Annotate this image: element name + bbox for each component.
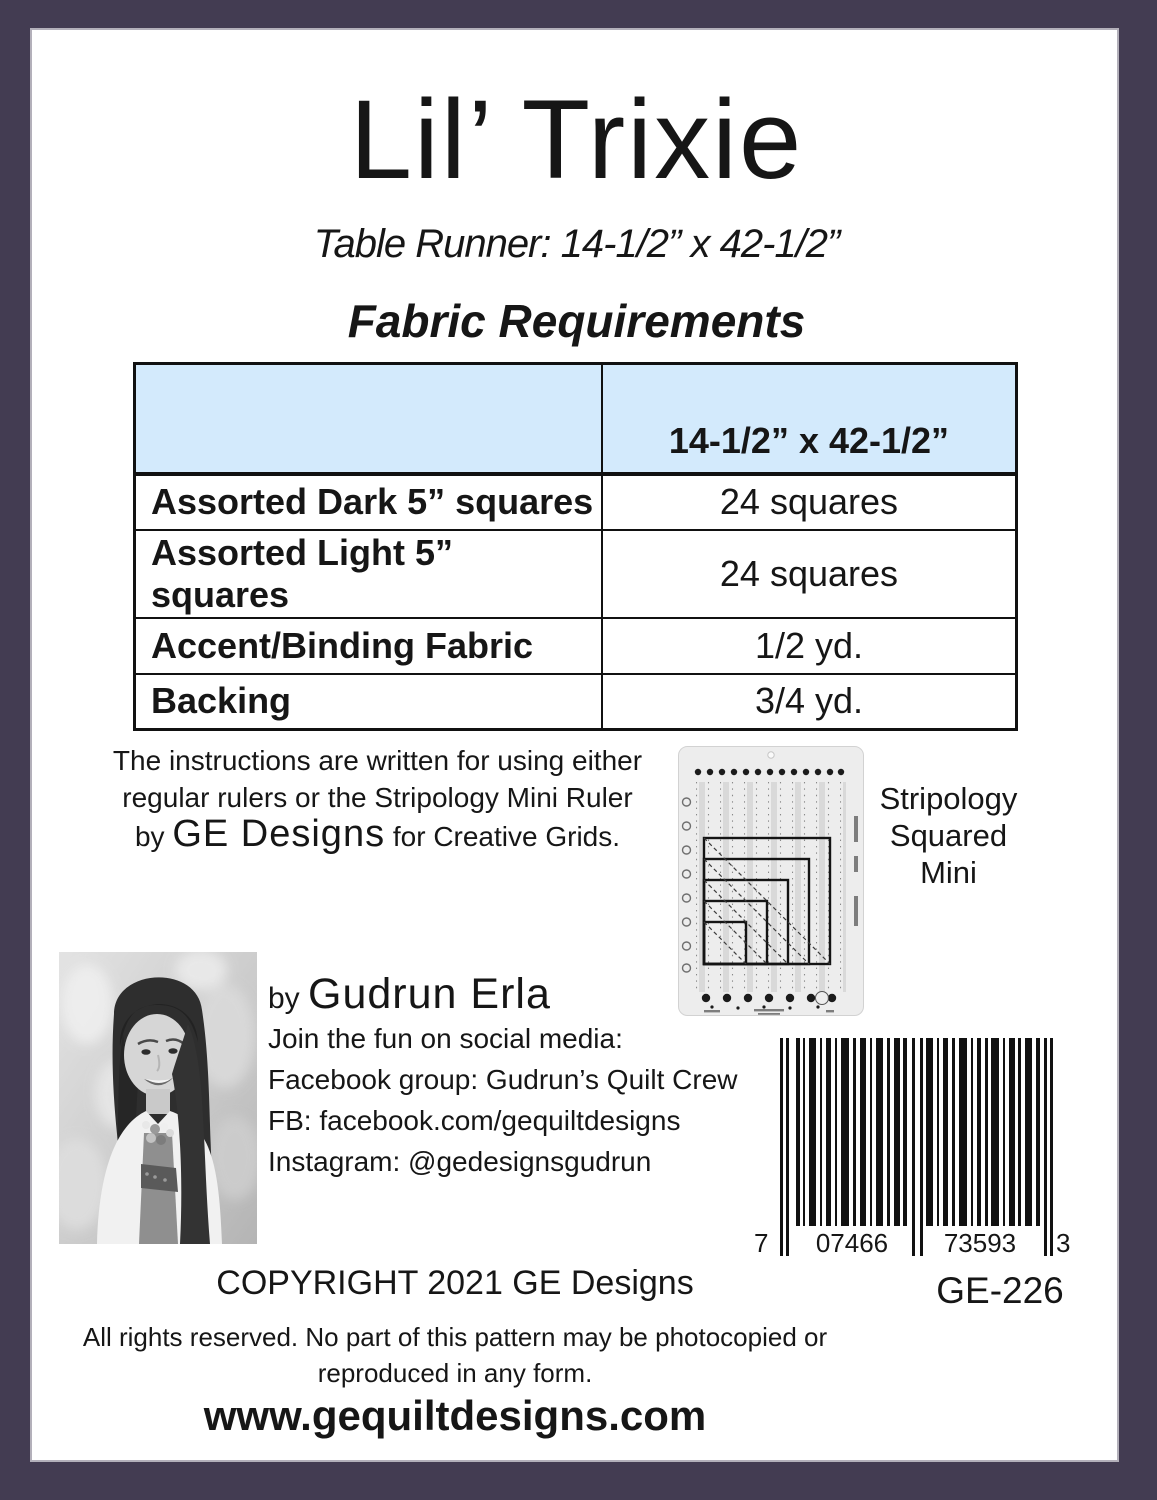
table-row <box>135 530 1017 618</box>
stripology-ruler-image <box>678 746 864 1016</box>
fabric-item-amount: 24 squares <box>602 474 1017 530</box>
fabric-item-label: Assorted Dark 5” squares <box>135 474 602 530</box>
author-by-line <box>268 970 551 1019</box>
rights-line-2: reproduced in any form. <box>317 1358 593 1388</box>
note-by: by <box>134 821 165 852</box>
table-header-row <box>135 364 1017 474</box>
fabric-item-label: Accent/Binding Fabric <box>135 618 602 674</box>
ruler-caption <box>876 780 1021 891</box>
note-line-2: regular rulers or the Stripology Mini Ruler <box>122 782 633 813</box>
fabric-item-label: Assorted Light 5” squares <box>135 530 602 618</box>
facebook-page: FB: facebook.com/gequiltdesigns <box>268 1105 681 1136</box>
fabric-item-amount: 1/2 yd. <box>602 618 1017 674</box>
fabric-item-label: Backing <box>135 674 602 730</box>
barcode-digits-left: 07466 <box>800 1228 904 1259</box>
page-subtitle: Table Runner: 14-1/2” x 42-1/2” <box>313 222 840 266</box>
table-row <box>135 474 1017 530</box>
ruler-caption-line: Squared <box>889 818 1008 853</box>
fabric-requirements-table <box>133 362 1018 731</box>
ruler-caption-line: Stripology <box>879 781 1018 816</box>
note-line-1: The instructions are written for using either <box>112 745 643 776</box>
page-title: Lil’ Trixie <box>349 77 804 202</box>
website-url: www.gequiltdesigns.com <box>203 1392 707 1439</box>
author-photo <box>59 952 257 1244</box>
size-header-cell: 14-1/2” x 42-1/2” <box>602 364 1017 474</box>
fabric-item-amount: 24 squares <box>602 530 1017 618</box>
author-portrait-graphic <box>59 952 257 1244</box>
barcode-digit-system: 7 <box>754 1228 769 1258</box>
fabric-requirements-heading: Fabric Requirements <box>347 295 806 347</box>
note-line-3-suffix: for Creative Grids. <box>392 821 621 852</box>
brand-wordmark: GE Designs <box>172 813 386 855</box>
ruler-caption-line: Mini <box>920 855 977 890</box>
table-row <box>135 618 1017 674</box>
empty-header-cell <box>135 364 602 474</box>
barcode-digits-right: 73593 <box>928 1228 1032 1259</box>
pattern-sku: GE-226 <box>936 1270 1064 1311</box>
barcode-digit-check: 3 <box>1056 1228 1071 1258</box>
social-media-block <box>268 1018 738 1182</box>
by-label: by <box>268 982 300 1015</box>
instagram-handle: Instagram: @gedesignsgudrun <box>268 1146 652 1177</box>
rights-line-1: All rights reserved. No part of this pattern may be photocopied or <box>82 1322 828 1352</box>
table-row <box>135 674 1017 730</box>
author-name: Gudrun Erla <box>308 970 551 1018</box>
copyright-line: COPYRIGHT 2021 GE Designs <box>216 1264 694 1302</box>
upc-barcode <box>752 1038 1072 1264</box>
facebook-group: Facebook group: Gudrun’s Quilt Crew <box>268 1064 738 1095</box>
social-intro: Join the fun on social media: <box>268 1023 623 1054</box>
fabric-item-amount: 3/4 yd. <box>602 674 1017 730</box>
ruler-note <box>85 742 670 855</box>
ruler-graphic <box>678 746 864 1016</box>
